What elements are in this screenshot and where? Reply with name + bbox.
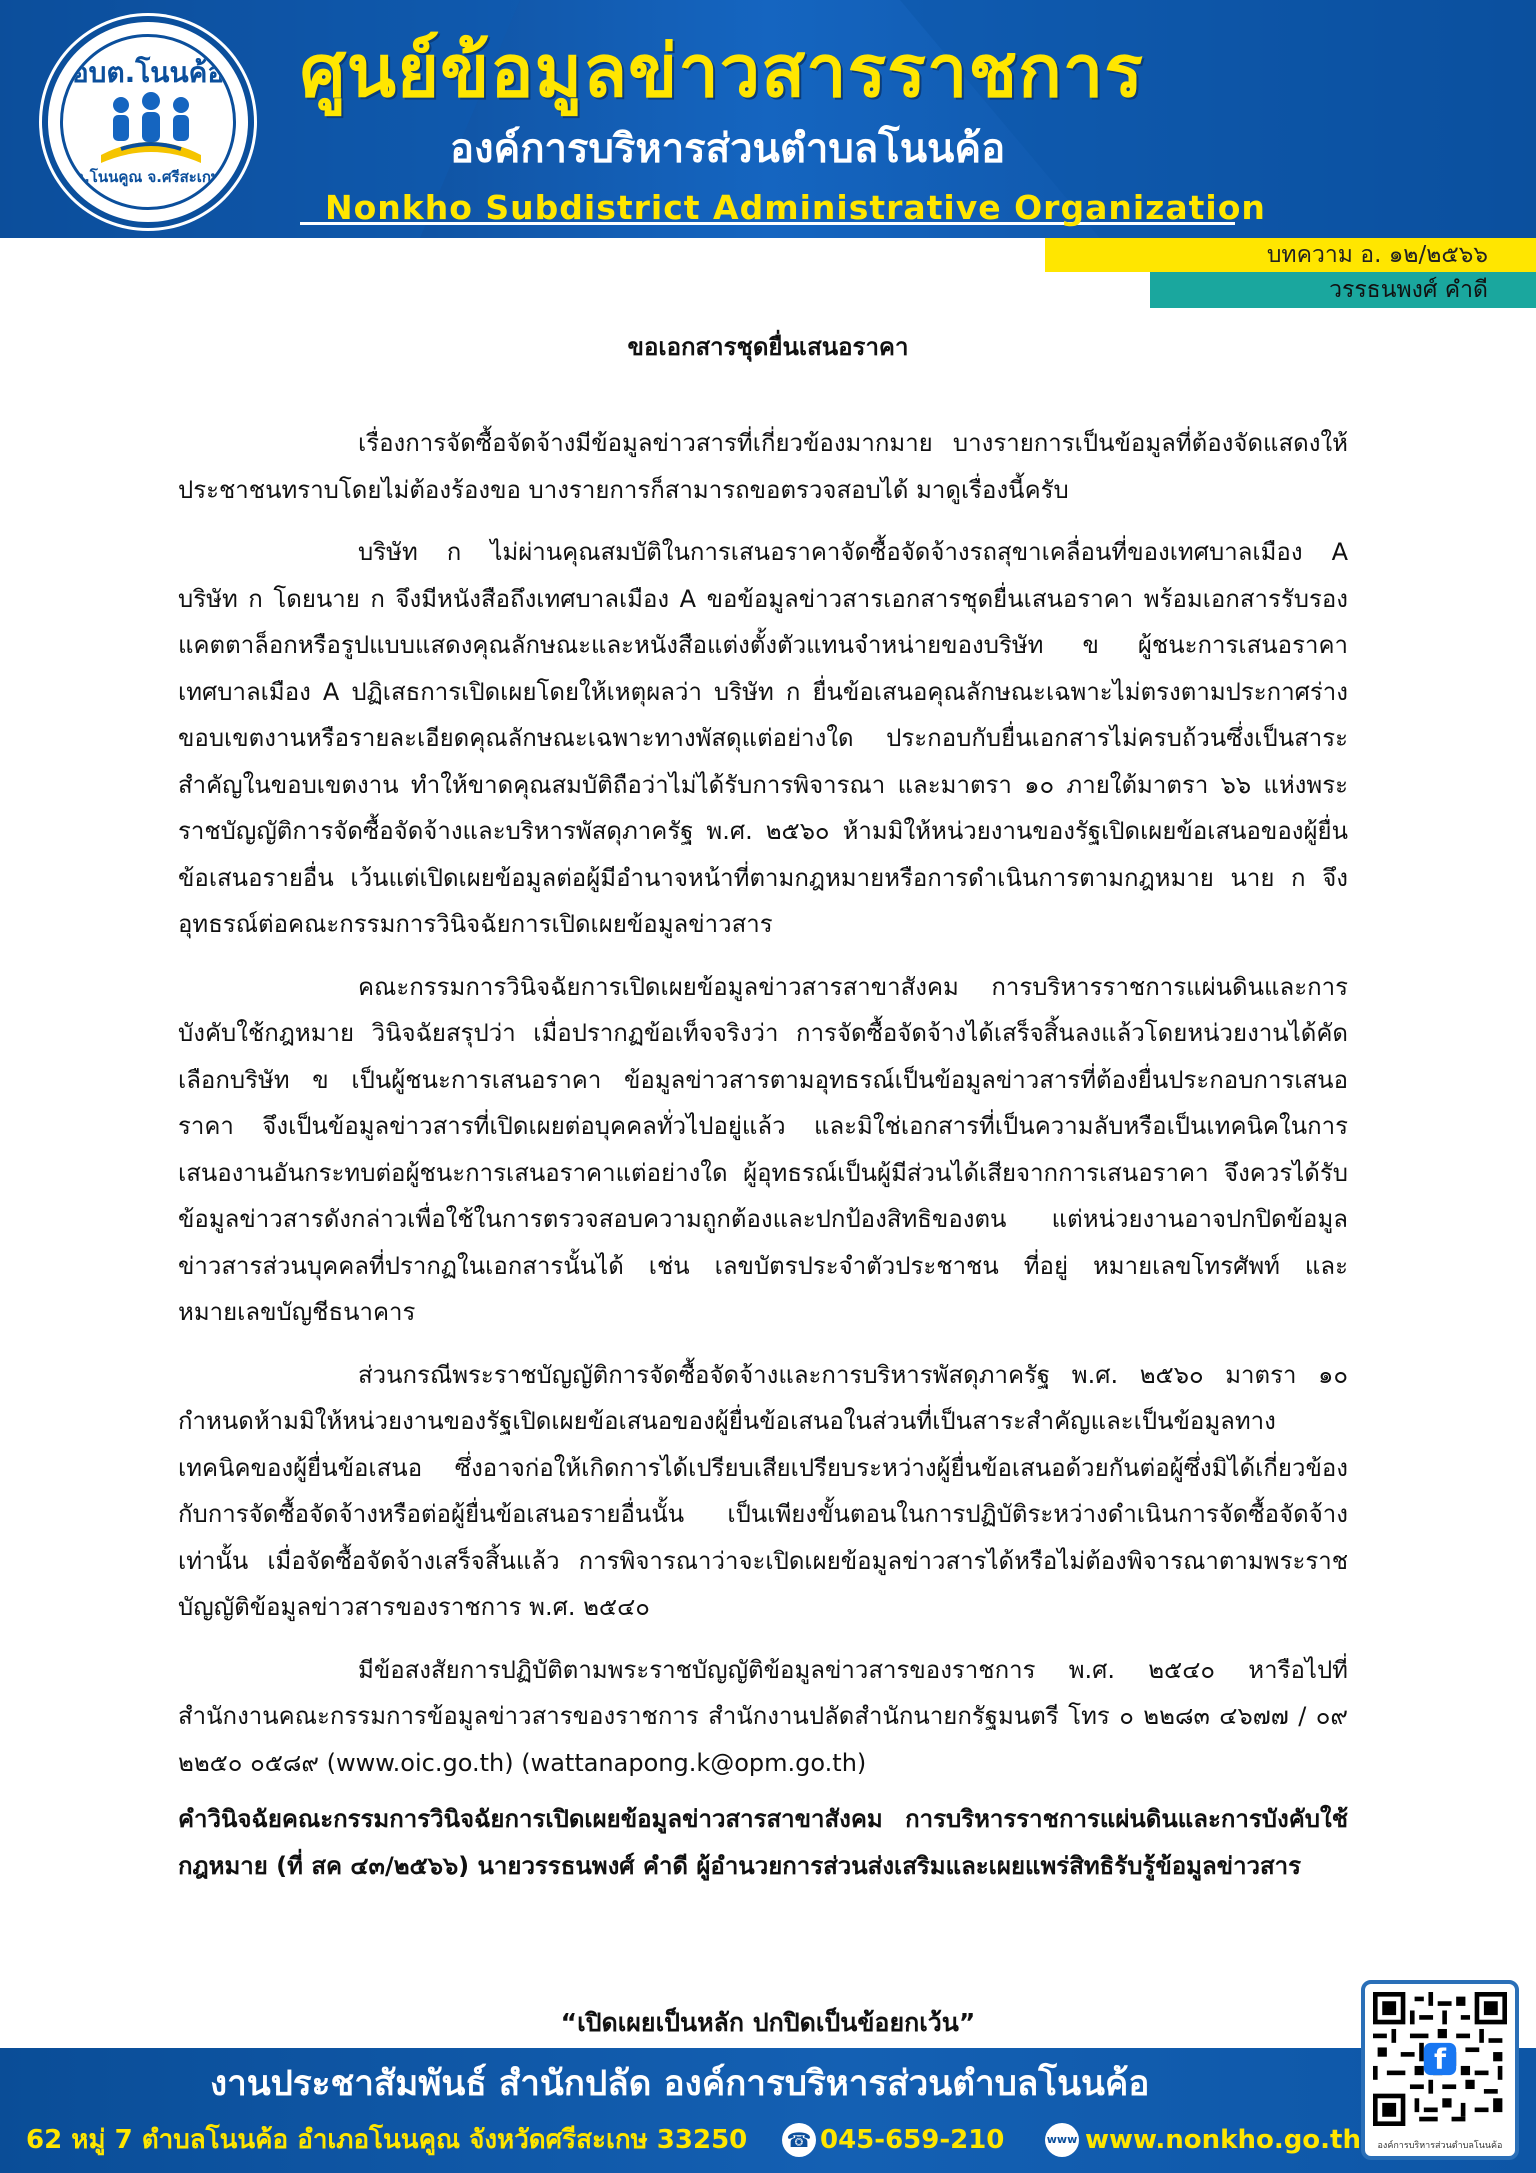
footer-website[interactable]: www.nonkho.go.th <box>1085 2125 1361 2155</box>
article-ref: บทความ อ. ๑๒/๒๕๖๖ <box>1266 242 1488 268</box>
paragraph-1: เรื่องการจัดซื้อจัดจ้างมีข้อมูลข่าวสารที่เกี่ยวข้องมากมาย บางรายการเป็นข้อมูลที่ต้องจัดแสดงให้ประชาชนทราบโดยไม่ต้องร้องขอ บางรายการก็สามารถขอตรวจสอบได้ มาดูเรื่องนี้ครับ <box>178 429 1348 504</box>
organization-logo <box>48 22 248 222</box>
www-globe-icon: www <box>1045 2123 1079 2157</box>
header-title: ศูนย์ข้อมูลข่าวสารราชการ <box>300 29 1144 113</box>
logo-top-text: อบต.โนนค้อ <box>71 56 225 89</box>
footer-address: 62 หมู่ 7 ตำบลโนนค้อ อำเภอโนนคูณ จังหวัดศรีสะเกษ 33250 <box>26 2125 748 2155</box>
qr-code[interactable] <box>1361 1980 1519 2160</box>
document-body <box>178 420 1348 1905</box>
svg-text:f: f <box>1433 2042 1447 2076</box>
logo-emblem-icon <box>91 89 211 169</box>
paragraph-2: บริษัท ก ไม่ผ่านคุณสมบัติในการเสนอราคาจัดซื้อจัดจ้างรถสุขาเคลื่อนที่ของเทศบาลเมือง A บริษัท ก โดยนาย ก จึงมีหนังสือถึงเทศบาลเมือง A ขอข้อมูลข่าวสารเอกสารชุดยื่นเสนอราคา พร้อมเอกสารรับรอง แคตตาล็อกหรือรูปแบบแสดงคุณลักษณะและหนังสือแต่งตั้งตัวแทนจำหน่ายของบริษัท ข ผู้ชนะการเสนอราคา เทศบาลเมือง A ปฏิเสธการเปิดเผยโดยให้เหตุผลว่า บริษัท ก ยื่นข้อเสนอคุณลักษณะเฉพาะไม่ตรงตามประกาศร่างขอบเขตงานหรือรายละเอียดคุณลักษณะเฉพาะทางพัสดุแต่อย่างใด ประกอบกับยื่นเอกสารไม่ครบถ้วนซึ่งเป็นสาระสำคัญในขอบเขตงาน ทำให้ขาดคุณสมบัติถือว่าไม่ได้รับการพิจารณา และมาตรา ๑๐ ภายใต้มาตรา ๖๖ แห่งพระราชบัญญัติการจัดซื้อจัดจ้างและบริหารพัสดุภาครัฐ พ.ศ. ๒๕๖๐ ห้ามมิให้หน่วยงานของรัฐเปิดเผยข้อเสนอของผู้ยื่นข้อเสนอรายอื่น เว้นแต่เปิดเผยข้อมูลต่อผู้มีอำนาจหน้าที่ตามกฎหมายหรือการดำเนินการตามกฎหมาย นาย ก จึงอุทธรณ์ต่อคณะกรรมการวินิจฉัยการเปิดเผยข้อมูลข่าวสาร <box>178 538 1348 938</box>
page-footer <box>0 2048 1536 2173</box>
footer-department: งานประชาสัมพันธ์ สำนักปลัด องค์การบริหารส่วนตำบลโนนค้อ <box>210 2064 1150 2104</box>
paragraph-4: ส่วนกรณีพระราชบัญญัติการจัดซื้อจัดจ้างและการบริหารพัสดุภาครัฐ พ.ศ. ๒๕๖๐ มาตรา ๑๐ กำหนดห้ามมิให้หน่วยงานของรัฐเปิดเผยข้อเสนอของผู้ยื่นข้อเสนอในส่วนที่เป็นสาระสำคัญและเป็นข้อมูลทางเทคนิคของผู้ยื่นข้อเสนอ ซึ่งอาจก่อให้เกิดการได้เปรียบเสียเปรียบระหว่างผู้ยื่นข้อเสนอด้วยกันต่อผู้ซึ่งมิได้เกี่ยวข้องกับการจัดซื้อจัดจ้างหรือต่อผู้ยื่นข้อเสนอรายอื่นนั้น เป็นเพียงขั้นตอนในการปฏิบัติระหว่างดำเนินการจัดซื้อจัดจ้างเท่านั้น เมื่อจัดซื้อจัดจ้างเสร็จสิ้นแล้ว การพิจารณาว่าจะเปิดเผยข้อมูลข่าวสารได้หรือไม่ต้องพิจารณาตามพระราชบัญญัติข้อมูลข่าวสารของราชการ พ.ศ. ๒๕๔๐ <box>178 1360 1348 1621</box>
qr-caption: องค์การบริหารส่วนตำบลโนนค้อ <box>1377 2141 1503 2151</box>
paragraph-5: มีข้อสงสัยการปฏิบัติตามพระราชบัญญัติข้อมูลข่าวสารของราชการ พ.ศ. ๒๕๔๐ หารือไปที่ สำนักงานคณะกรรมการข้อมูลข่าวสารของราชการ สำนักงานปลัดสำนักนายกรัฐมนตรี โทร ๐ ๒๒๘๓ ๔๖๗๗ / ๐๙ ๒๒๕๐ ๐๕๘๙ (www.oic.go.th) (wattanapong.k@opm.go.th) <box>178 1655 1348 1777</box>
paragraph-3: คณะกรรมการวินิจฉัยการเปิดเผยข้อมูลข่าวสารสาขาสังคม การบริหารราชการแผ่นดินและการบังคับใช้กฎหมาย วินิจฉัยสรุปว่า เมื่อปรากฏข้อเท็จจริงว่า การจัดซื้อจัดจ้างได้เสร็จสิ้นลงแล้วโดยหน่วยงานได้คัดเลือกบริษัท ข เป็นผู้ชนะการเสนอราคา ข้อมูลข่าวสารตามอุทธรณ์เป็นข้อมูลข่าวสารที่ต้องยื่นประกอบการเสนอราคา จึงเป็นข้อมูลข่าวสารที่เปิดเผยต่อบุคคลทั่วไปอยู่แล้ว และมิใช่เอกสารที่เป็นความลับหรือเป็นเทคนิคในการเสนองานอันกระทบต่อผู้ชนะการเสนอราคาแต่อย่างใด ผู้อุทธรณ์เป็นผู้มีส่วนได้เสียจากการเสนอราคา จึงควรได้รับข้อมูลข่าวสารดังกล่าวเพื่อใช้ในการตรวจสอบความถูกต้องและปกป้องสิทธิของตน แต่หน่วยงานอาจปกปิดข้อมูลข่าวสารส่วนบุคคลที่ปรากฏในเอกสารนั้นได้ เช่น เลขบัตรประจำตัวประชาชน ที่อยู่ หมายเลขโทรศัพท์ และหมายเลขบัญชีธนาคาร <box>178 972 1348 1326</box>
footer-phone[interactable]: 045-659-210 <box>820 2125 1005 2155</box>
phone-icon: ☎ <box>782 2123 816 2157</box>
logo-bottom-text: อ.โนนคูณ จ.ศรีสะเกษ <box>75 168 221 186</box>
header-subtitle: องค์การบริหารส่วนตำบลโนนค้อ <box>450 126 1006 172</box>
document-title: ขอเอกสารชุดยื่นเสนอราคา <box>627 333 909 361</box>
qr-code-icon <box>1373 1992 1507 2126</box>
page-header <box>0 0 1536 303</box>
ruling-reference: คำวินิจฉัยคณะกรรมการวินิจฉัยการเปิดเผยข้อมูลข่าวสารสาขาสังคม การบริหารราชการแผ่นดินและการบังคับใช้กฎหมาย (ที่ สค ๔๓/๒๕๖๖) นายวรรธนพงศ์ คำดี ผู้อำนวยการส่วนส่งเสริมและเผยแพร่สิทธิรับรู้ข้อมูลข่าวสาร <box>178 1805 1348 1880</box>
author-name: วรรธนพงศ์ คำดี <box>1329 277 1488 303</box>
motto: “เปิดเผยเป็นหลัก ปกปิดเป็นข้อยกเว้น” <box>560 2008 976 2037</box>
header-english-name: Nonkho Subdistrict Administrative Organization <box>325 188 1266 227</box>
